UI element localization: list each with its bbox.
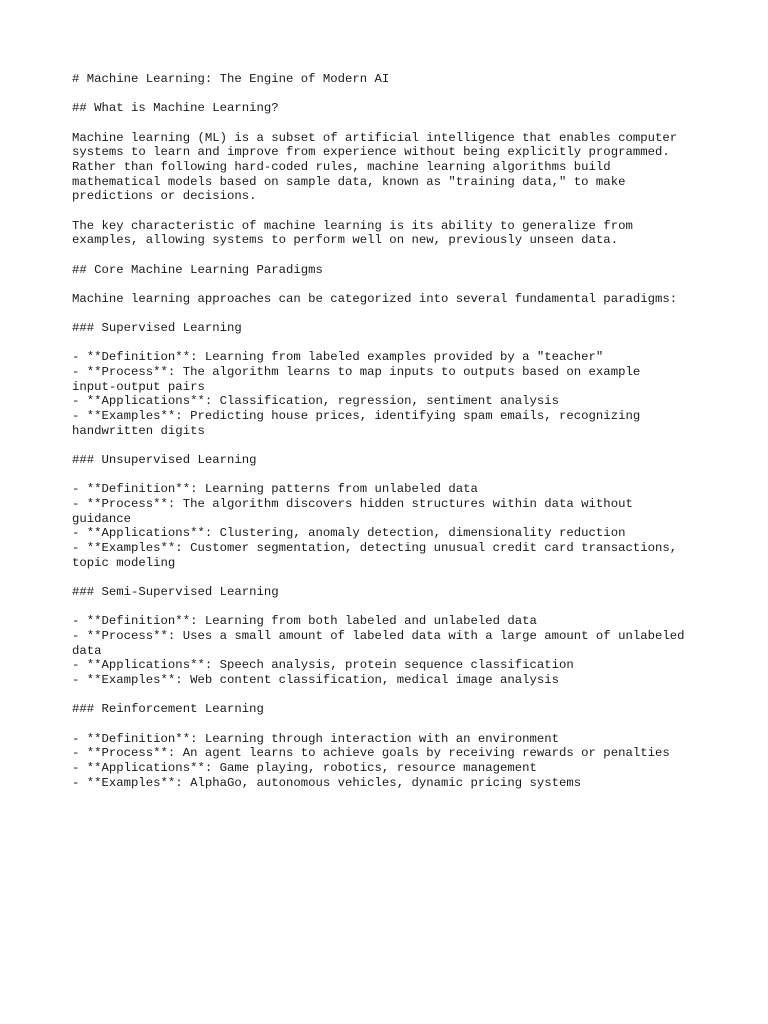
- section-heading: ## Core Machine Learning Paradigms: [72, 262, 323, 277]
- list-item: - **Examples**: Predicting house prices, identifying spam emails, recognizing: [72, 409, 641, 424]
- document-page: [72, 72, 712, 790]
- paragraph-line: systems to learn and improve from experience without being explicitly programmed.: [72, 145, 670, 160]
- blank-line: [72, 438, 712, 453]
- blank-line: [72, 307, 712, 322]
- paragraph-line: predictions or decisions.: [72, 189, 257, 204]
- list-item: - **Process**: An agent learns to achieve goals by receiving rewards or penalties: [72, 746, 670, 761]
- paragraph-line: handwritten digits: [72, 423, 205, 438]
- paragraph-line: examples, allowing systems to perform well on new, previously unseen data.: [72, 233, 619, 248]
- blank-line: [72, 204, 712, 219]
- blank-line: [72, 87, 712, 102]
- paragraph-line: Machine learning approaches can be categorized into several fundamental paradigms:: [72, 291, 678, 306]
- list-item: - **Applications**: Clustering, anomaly detection, dimensionality reduction: [72, 526, 626, 541]
- paragraph-line: input-output pairs: [72, 379, 205, 394]
- paragraph-line: data: [72, 643, 102, 658]
- blank-line: [72, 116, 712, 131]
- list-item: - **Definition**: Learning through interaction with an environment: [72, 731, 560, 746]
- blank-line: [72, 717, 712, 732]
- list-item: - **Process**: Uses a small amount of labeled data with a large amount of unlabeled: [72, 628, 685, 643]
- list-item: - **Process**: The algorithm discovers hidden structures within data without: [72, 497, 633, 512]
- paragraph-line: Machine learning (ML) is a subset of artificial intelligence that enables computer: [72, 130, 678, 145]
- blank-line: [72, 336, 712, 351]
- list-item: - **Applications**: Game playing, robotics, resource management: [72, 760, 537, 775]
- blank-line: [72, 600, 712, 615]
- list-item: - **Definition**: Learning from both labeled and unlabeled data: [72, 614, 537, 629]
- paragraph-line: topic modeling: [72, 555, 176, 570]
- list-item: - **Process**: The algorithm learns to map inputs to outputs based on example: [72, 365, 641, 380]
- list-item: - **Examples**: Web content classification, medical image analysis: [72, 672, 560, 687]
- subsection-heading: ### Unsupervised Learning: [72, 453, 257, 468]
- paragraph-line: guidance: [72, 511, 132, 526]
- list-item: - **Applications**: Speech analysis, protein sequence classification: [72, 658, 574, 673]
- list-item: - **Examples**: Customer segmentation, detecting unusual credit card transactions,: [72, 541, 678, 555]
- paragraph-line: Rather than following hard-coded rules, machine learning algorithms build: [72, 159, 611, 174]
- list-item: - **Examples**: AlphaGo, autonomous vehicles, dynamic pricing systems: [72, 775, 582, 790]
- blank-line: [72, 468, 712, 483]
- blank-line: [72, 688, 712, 703]
- subsection-heading: ### Supervised Learning: [72, 321, 242, 336]
- section-heading: ## What is Machine Learning?: [72, 101, 279, 116]
- paragraph-line: mathematical models based on sample data, known as "training data," to make: [72, 174, 626, 189]
- list-item: - **Definition**: Learning patterns from unlabeled data: [72, 482, 478, 497]
- blank-line: [72, 248, 712, 263]
- paragraph-line: The key characteristic of machine learning is its ability to generalize from: [72, 218, 633, 233]
- blank-line: [72, 570, 712, 585]
- blank-line: [72, 277, 712, 292]
- subsection-heading: ### Semi-Supervised Learning: [72, 584, 279, 599]
- list-item: - **Applications**: Classification, regression, sentiment analysis: [72, 394, 560, 409]
- document-title: # Machine Learning: The Engine of Modern AI: [72, 72, 390, 86]
- subsection-heading: ### Reinforcement Learning: [72, 702, 264, 717]
- list-item: - **Definition**: Learning from labeled examples provided by a "teacher": [72, 350, 604, 365]
